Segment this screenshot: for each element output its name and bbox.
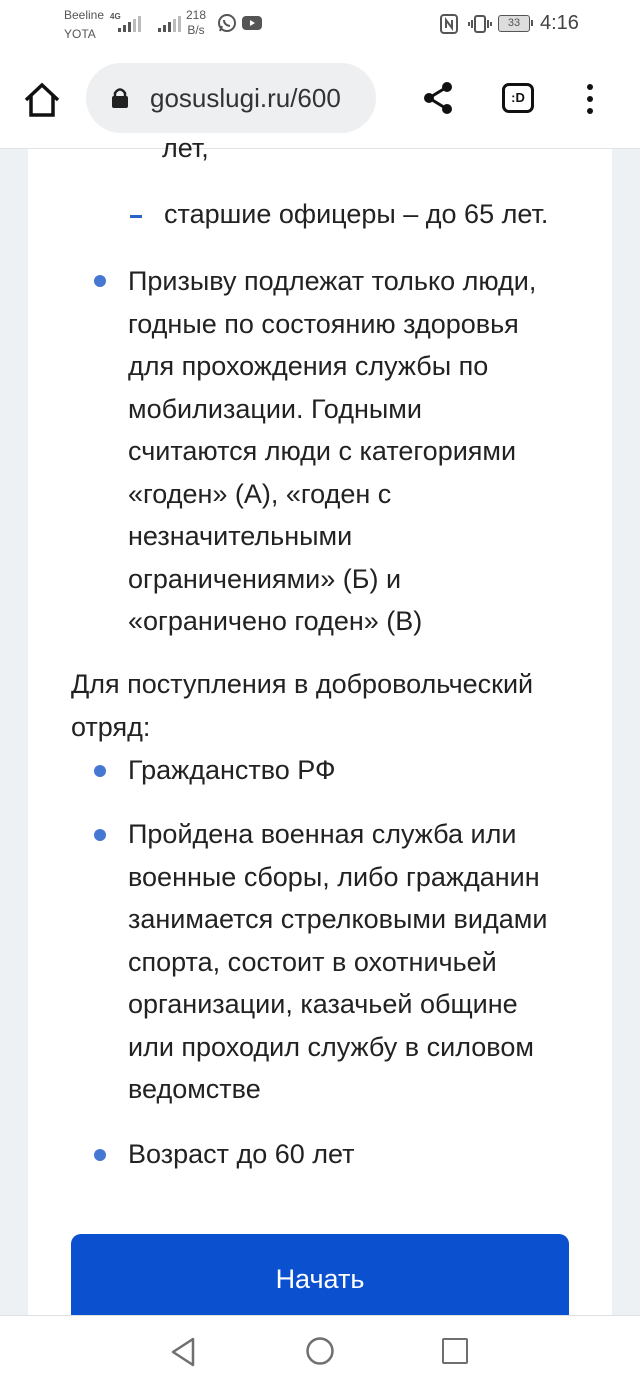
vibrate-icon bbox=[468, 14, 492, 34]
text-line: или проходил службу в силовом bbox=[128, 1031, 534, 1062]
text-line: Возраст до 60 лет bbox=[128, 1139, 355, 1169]
home-circle-icon[interactable] bbox=[305, 1336, 335, 1366]
menu-dots-icon[interactable] bbox=[578, 82, 602, 116]
list-bullet bbox=[94, 765, 106, 777]
start-button[interactable]: Начать bbox=[71, 1234, 569, 1324]
text-line: ограничениями» (Б) и bbox=[128, 563, 402, 594]
lock-icon bbox=[110, 87, 130, 109]
partial-text-line: лет, bbox=[162, 133, 209, 163]
battery-icon: 33 bbox=[498, 15, 530, 32]
requirement-military-experience bbox=[128, 813, 547, 1111]
data-speed-unit: B/s bbox=[187, 23, 205, 37]
signal-icon-secondary bbox=[158, 14, 181, 32]
carrier-name-primary: Beeline bbox=[64, 8, 105, 22]
text-line: годные по состоянию здоровья bbox=[128, 308, 519, 339]
requirement-age bbox=[128, 1133, 355, 1176]
address-bar[interactable] bbox=[86, 63, 376, 133]
list-item-officers: старшие офицеры – до 65 лет. bbox=[164, 199, 549, 229]
text-line: отряд: bbox=[71, 711, 151, 742]
text-line: Гражданство РФ bbox=[128, 755, 336, 785]
text-line: незначительными bbox=[128, 521, 353, 551]
address-bar-url: gosuslugi.ru/600 bbox=[150, 83, 341, 113]
text-line: «ограничено годен» (В) bbox=[128, 606, 423, 636]
text-line: ведомстве bbox=[128, 1074, 261, 1104]
volunteer-heading bbox=[71, 663, 533, 748]
text-line: спорта, состоит в охотничьей bbox=[128, 946, 497, 977]
list-bullet bbox=[94, 1149, 106, 1161]
requirement-citizenship bbox=[128, 749, 336, 792]
list-dash bbox=[130, 215, 142, 218]
text-line: считаются люди с категориями bbox=[128, 436, 517, 466]
recents-icon[interactable] bbox=[442, 1338, 468, 1364]
whatsapp-icon bbox=[217, 13, 237, 33]
back-icon[interactable] bbox=[168, 1336, 198, 1368]
nfc-icon bbox=[440, 14, 458, 34]
text-line: военные сборы, либо гражданин bbox=[128, 861, 540, 892]
list-item-mobilization-eligibility bbox=[128, 260, 536, 643]
carrier-name-secondary: YOTA bbox=[64, 27, 96, 41]
status-bar bbox=[0, 0, 640, 50]
text-line: организации, казачьей общине bbox=[128, 989, 518, 1019]
text-line: мобилизации. Годными bbox=[128, 393, 422, 424]
text-line: для прохождения службы по bbox=[128, 351, 489, 381]
signal-icon bbox=[118, 14, 141, 32]
text-line: Пройдена военная служба или bbox=[128, 819, 517, 849]
network-type: 4G bbox=[110, 12, 121, 21]
list-bullet bbox=[94, 275, 106, 287]
system-navigation-bar bbox=[0, 1315, 640, 1388]
text-line: «годен» (А), «годен с bbox=[128, 478, 392, 509]
youtube-icon bbox=[242, 16, 262, 30]
share-icon[interactable] bbox=[422, 81, 454, 115]
list-bullet bbox=[94, 829, 106, 841]
tabs-button[interactable]: :D bbox=[502, 83, 534, 113]
home-icon[interactable] bbox=[22, 80, 62, 120]
data-speed bbox=[186, 8, 206, 38]
content-card bbox=[28, 133, 612, 1315]
browser-toolbar bbox=[0, 50, 640, 149]
data-speed-value: 218 bbox=[186, 8, 207, 22]
text-line: Призыву подлежат только люди, bbox=[128, 266, 537, 296]
text-line: Для поступления в добровольческий bbox=[71, 669, 534, 699]
status-clock: 4:16 bbox=[540, 12, 579, 34]
text-line: занимается стрелковыми видами bbox=[128, 904, 548, 934]
